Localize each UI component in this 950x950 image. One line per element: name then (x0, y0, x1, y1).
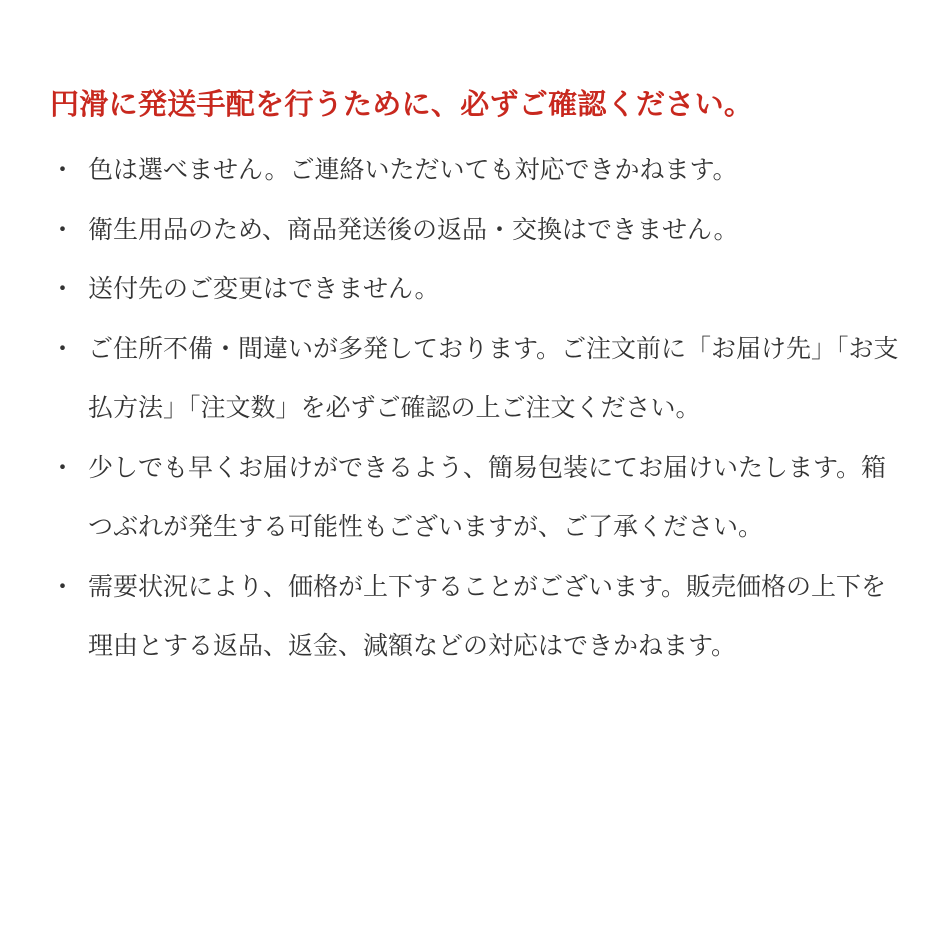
bullet-marker: ・ (50, 452, 76, 482)
notice-item-address-errors (50, 319, 910, 438)
notice-item-text: 色は選べません。ご連絡いただいても対応できかねます。 (88, 155, 738, 184)
shipping-notice (50, 82, 910, 676)
notice-item-text: 衛生用品のため、商品発送後の返品・交換はできません。 (88, 214, 739, 244)
notice-item-color (50, 140, 910, 200)
bullet-marker: ・ (50, 214, 76, 244)
notice-item-text: 需要状況により、価格が上下することがございます。販売価格の上下を理由とする返品、返金、減額などの対応はできかねます。 (88, 571, 887, 660)
notice-item-text: ご住所不備・間違いが多発しております。ご注文前に「お届け先」「お支払方法」「注文数」を必ずご確認の上ご注文ください。 (88, 333, 899, 422)
notice-title: 円滑に発送手配を行うために、必ずご確認ください。 (50, 87, 754, 121)
notice-item-packaging (50, 438, 910, 557)
bullet-marker: ・ (50, 571, 76, 601)
notice-item-address-change (50, 259, 910, 319)
bullet-marker: ・ (50, 274, 76, 303)
notice-item-price (50, 557, 910, 676)
notice-list (50, 140, 910, 676)
notice-item-text: 送付先のご変更はできません。 (88, 274, 440, 303)
notice-item-text: 少しでも早くお届けができるよう、簡易包装にてお届けいたします。箱つぶれが発生する可能性もございますが、ご了承ください。 (88, 452, 887, 541)
bullet-marker: ・ (50, 155, 76, 184)
bullet-marker: ・ (50, 333, 76, 363)
notice-item-hygiene (50, 200, 910, 260)
